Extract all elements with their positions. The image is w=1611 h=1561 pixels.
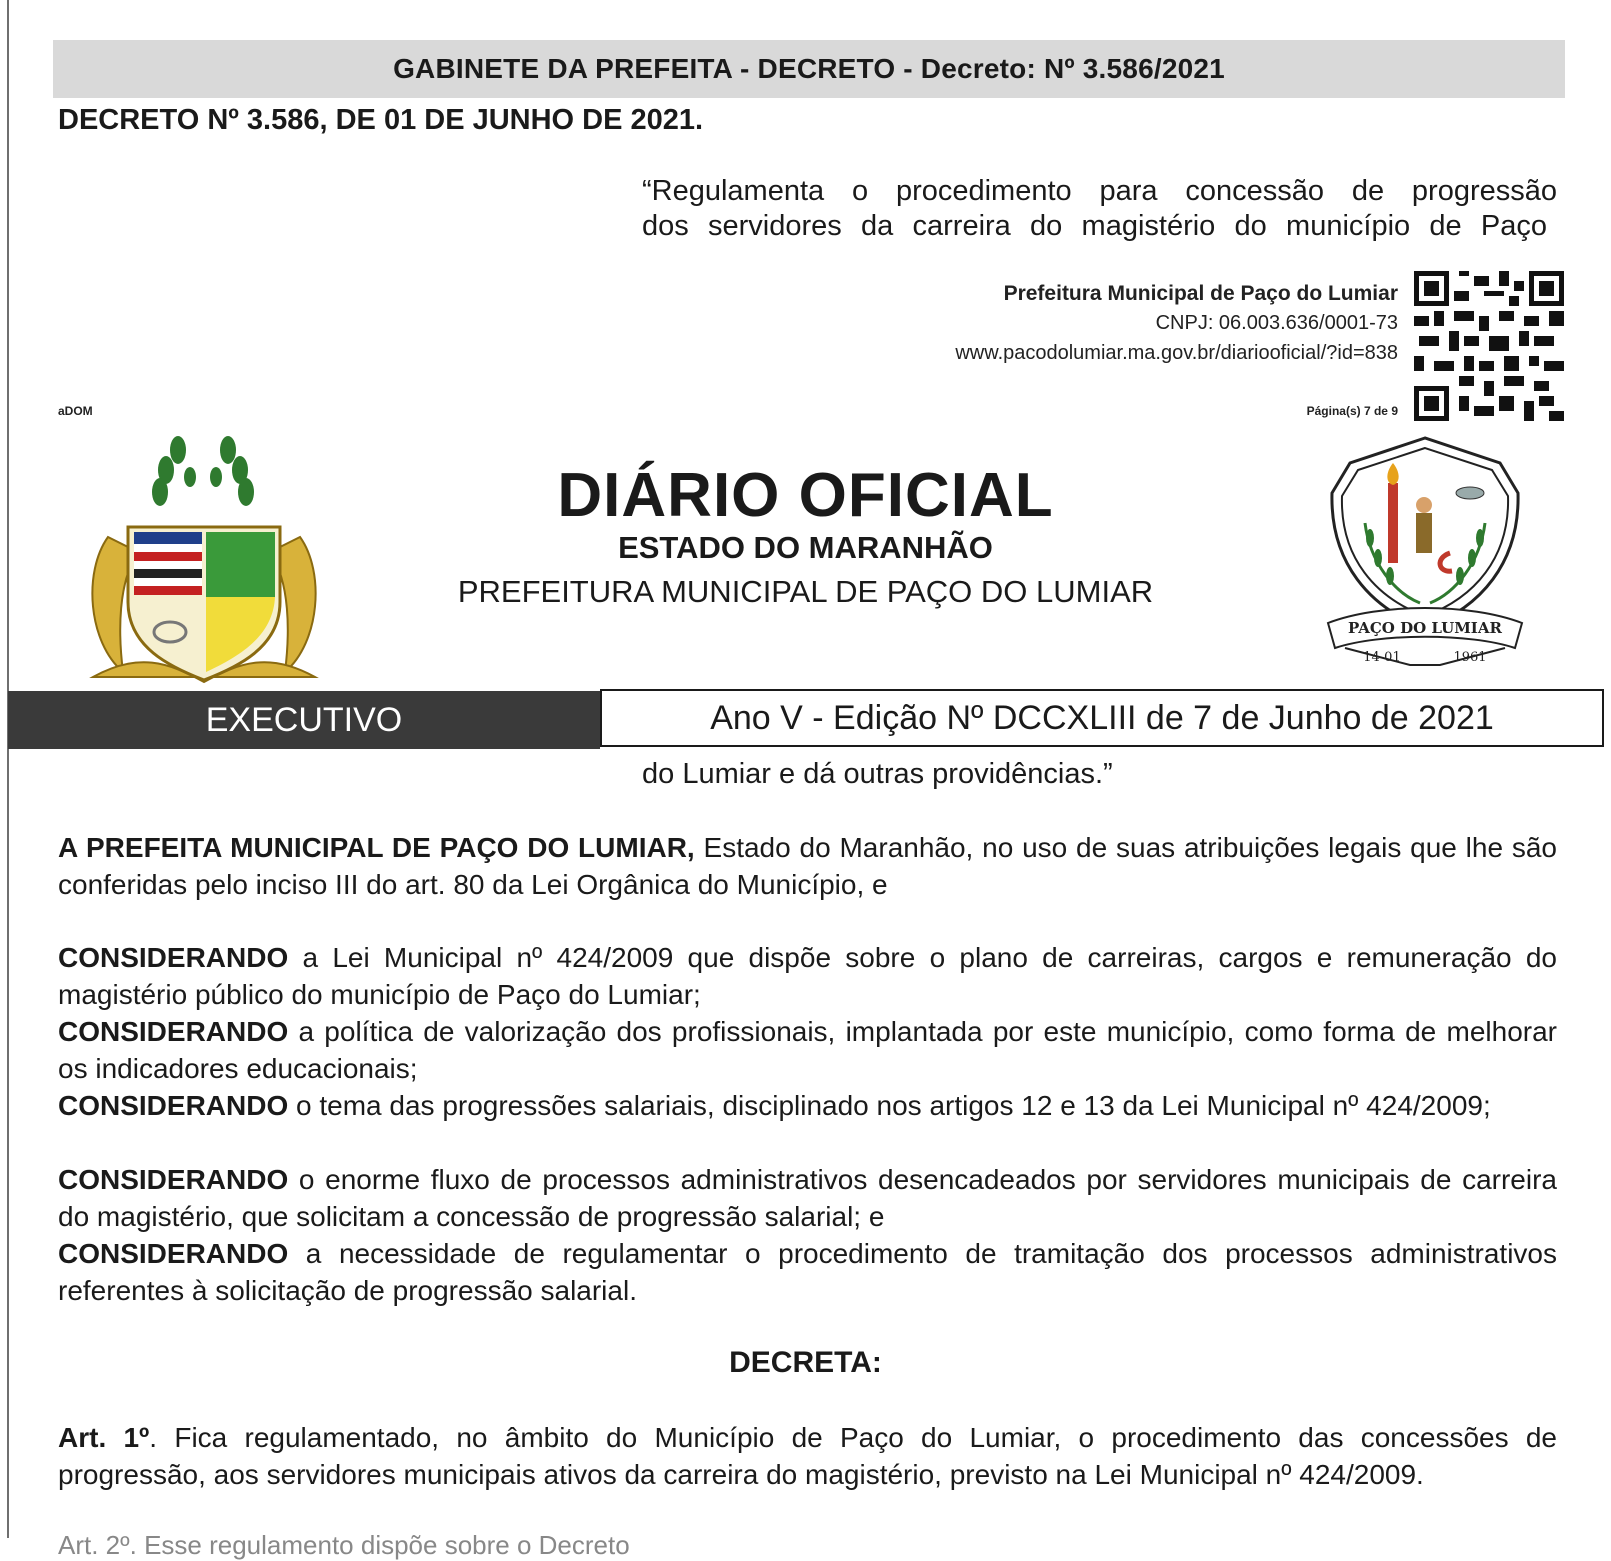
considerando-text: a política de valorização dos profissionais, implantada por este município, como forma de melhorar os indicadores educacionais; bbox=[58, 1016, 1557, 1084]
considerando-label: CONSIDERANDO bbox=[58, 1238, 289, 1269]
intro-paragraph bbox=[58, 829, 1557, 903]
seal-name-label: PAÇO DO LUMIAR bbox=[1348, 619, 1502, 637]
stamp-page-count: Página(s) 7 de 9 bbox=[1306, 404, 1398, 418]
stamp-organization: Prefeitura Municipal de Paço do Lumiar bbox=[1003, 282, 1398, 305]
considerando-text: o enorme fluxo de processos administrativos desencadeados por servidores municipais de carreira do magistério, que solicitam a concessão de progressão salarial; e bbox=[58, 1164, 1557, 1232]
considerando-label: CONSIDERANDO bbox=[58, 1016, 289, 1047]
considerando-text: a necessidade de regulamentar o procedimento de tramitação dos processos administrativos referentes à solicitação de progressão salarial. bbox=[58, 1238, 1557, 1306]
article-1 bbox=[58, 1419, 1557, 1493]
gazette-banner: GABINETE DA PREFEITA - DECRETO - Decreto: Nº 3.586/2021 bbox=[53, 40, 1565, 98]
considerando-label: CONSIDERANDO bbox=[58, 1164, 289, 1195]
ementa-line-1: “Regulamenta o procedimento para concessão de progressão bbox=[642, 175, 1557, 207]
qr-code-icon[interactable] bbox=[1414, 271, 1564, 421]
section-label: EXECUTIVO bbox=[8, 691, 600, 749]
considerando-5 bbox=[58, 1235, 1557, 1309]
edition-label: Ano V - Edição Nº DCCXLIII de 7 de Junho de 2021 bbox=[600, 689, 1604, 747]
considerando-label: CONSIDERANDO bbox=[58, 942, 289, 973]
considerando-2 bbox=[58, 1013, 1557, 1087]
seal-date-left: 14-01 bbox=[1363, 650, 1401, 665]
seal-date-right: 1961 bbox=[1453, 650, 1487, 665]
considerando-1 bbox=[58, 939, 1557, 1013]
considerando-4 bbox=[58, 1161, 1557, 1235]
decreta-heading: DECRETA: bbox=[729, 1346, 882, 1379]
stamp-tag: aDOM bbox=[58, 404, 93, 418]
municipal-seal-icon bbox=[1320, 433, 1530, 673]
gazette-municipality: PREFEITURA MUNICIPAL DE PAÇO DO LUMIAR bbox=[457, 574, 1154, 609]
decree-title: DECRETO Nº 3.586, DE 01 DE JUNHO DE 2021. bbox=[58, 104, 704, 136]
gazette-state: ESTADO DO MARANHÃO bbox=[618, 530, 993, 565]
article-1-label: Art. 1º bbox=[58, 1422, 150, 1453]
gazette-title: DIÁRIO OFICIAL bbox=[557, 461, 1054, 530]
considerando-3 bbox=[58, 1087, 1557, 1124]
intro-text: Estado do Maranhão, no uso de suas atribuições legais que lhe são conferidas pelo inciso III do art. 80 da Lei Orgânica do Município, e bbox=[58, 832, 1557, 900]
stamp-url[interactable]: www.pacodolumiar.ma.gov.br/diariooficial/?id=838 bbox=[955, 342, 1398, 364]
considerando-text: a Lei Municipal nº 424/2009 que dispõe sobre o plano de carreiras, cargos e remuneração do magistério público do município de Paço do Lumiar; bbox=[58, 942, 1557, 1010]
stamp-cnpj: CNPJ: 06.003.636/0001-73 bbox=[1155, 312, 1398, 334]
ementa-line-3: do Lumiar e dá outras providências.” bbox=[642, 758, 1113, 790]
considerando-text: o tema das progressões salariais, disciplinado nos artigos 12 e 13 da Lei Municipal nº 424/2009; bbox=[288, 1090, 1491, 1121]
article-1-text: . Fica regulamentado, no âmbito do Município de Paço do Lumiar, o procedimento das concessões de progressão, aos servidores municipais ativos da carreira do magistério, previsto na Lei Municipal nº 424/2009. bbox=[58, 1422, 1557, 1490]
ementa-line-2: dos servidores da carreira do magistério do município de Paço bbox=[642, 210, 1547, 242]
considerando-label: CONSIDERANDO bbox=[58, 1090, 289, 1121]
intro-lead: A PREFEITA MUNICIPAL DE PAÇO DO LUMIAR, bbox=[58, 832, 695, 863]
article-2-partial: Art. 2º. Esse regulamento dispõe sobre o Decreto bbox=[58, 1530, 630, 1560]
page-left-border bbox=[7, 0, 9, 1538]
state-coat-of-arms-icon bbox=[78, 432, 330, 687]
